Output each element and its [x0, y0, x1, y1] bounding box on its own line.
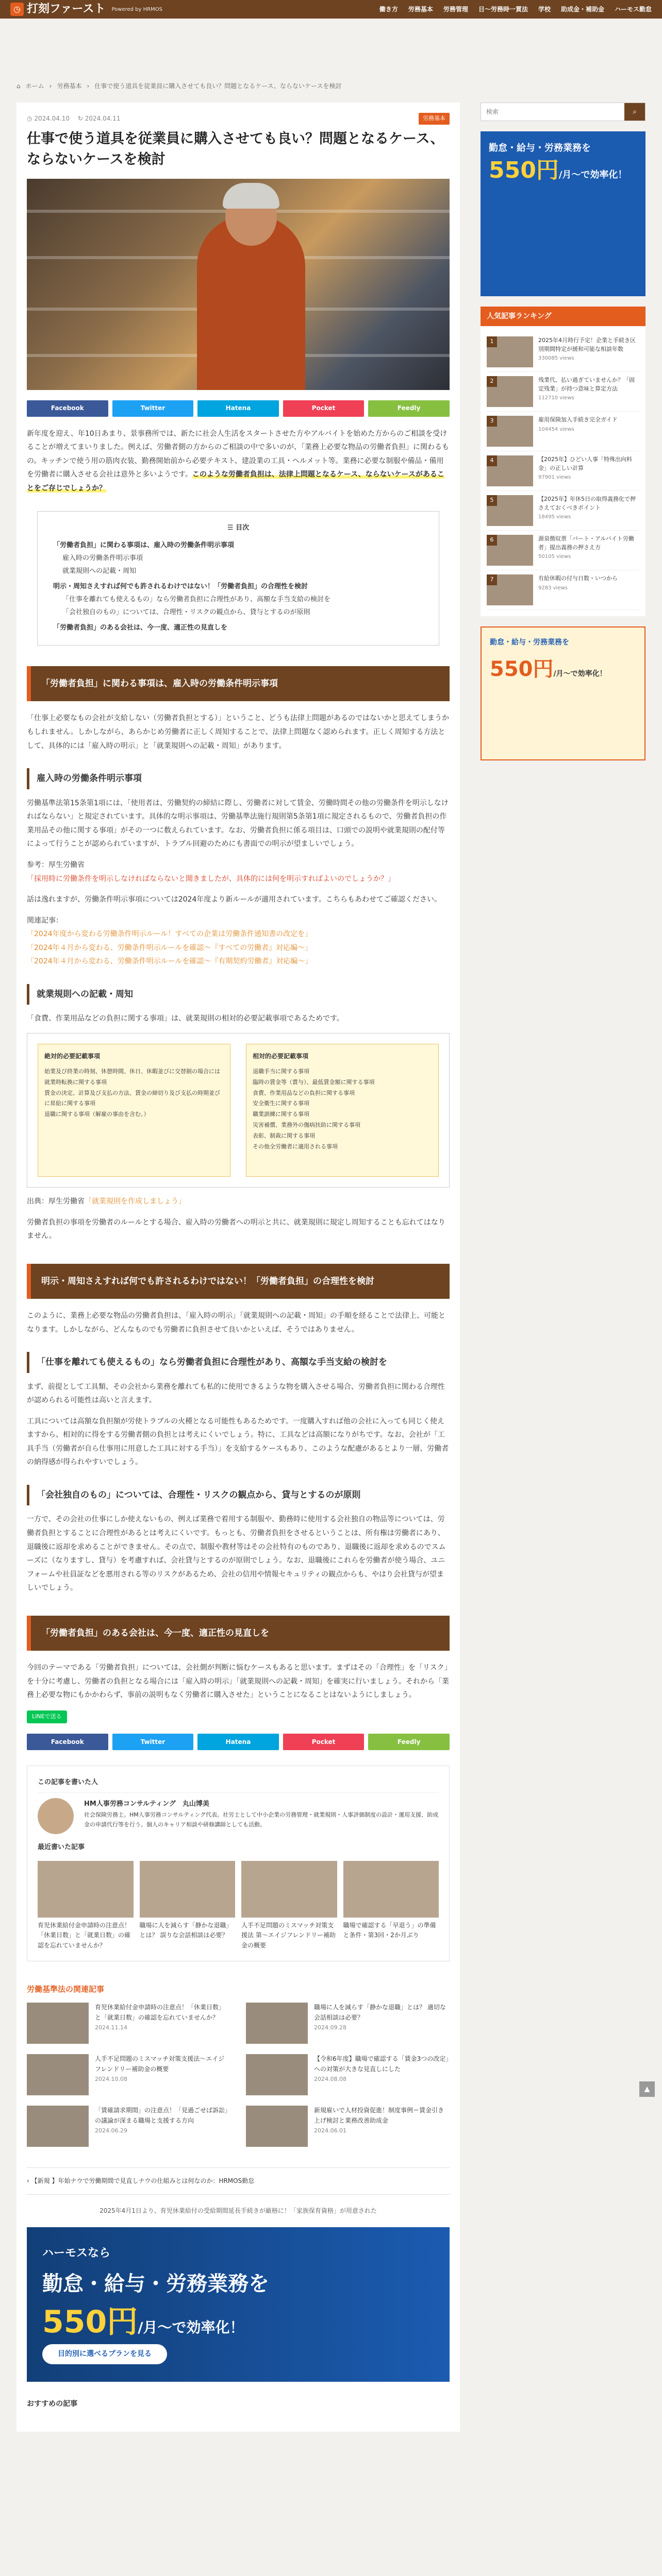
source-label: 出典：厚生労働省	[27, 1197, 85, 1206]
paragraph: 一方で、その会社の仕事にしか使えないもの、例えば業務で着用する制服や、勤務時に使用する会社独自の物品等については、労働者負担とすることに合理性があるとは考えにくいです。もっとも、労働者負担をさせるということは、所有権は労働者にあり、退職後に返却を求めることができません。その点で、制服や教材等はその会社特有のものであり、退職後に返却を求めるのでスムーズに（なりますし、貸与）を考慮すれば、会社貸与とするのが原則でしょう。なお、退職後にこれらを労働者が使う場合、ユニフォームや社員証などを悪用される等のリスクがあるため、会社の信用や情報セキュリティの観点からも、やはり会社貸与が望ましいでしょう。	[27, 1515, 446, 1592]
ref-link[interactable]: 「採用時に労働条件を明示しなければならないと聞きましたが、具体的には何を明示すればよいのでしょうか？」	[27, 874, 395, 883]
author-heading: この記事を書いた人	[38, 1776, 439, 1793]
thumbnail	[27, 2054, 89, 2095]
avatar	[38, 1798, 74, 1834]
paragraph: まず、前提として工具類、その会社から業務を離れても私的に使用できるような物を購入させる場合、労働者負担に関わる合理性が認められる可能性は高いと言えます。	[27, 1382, 445, 1405]
thumbnail	[246, 2106, 308, 2147]
ranking-heading: 人気記事ランキング	[481, 307, 646, 327]
related-link[interactable]: 「2024年度から変わる労働条件明示ルール！すべての企業は労働条件通知書の改定を」	[27, 930, 312, 939]
article	[16, 103, 460, 2432]
clock-icon: ◷	[27, 114, 32, 122]
recent-cards	[38, 1861, 439, 1951]
ranking-item[interactable]: 3 雇用保険加入手続き完全ガイド 104454 views	[487, 412, 639, 451]
hrmos-banner[interactable]	[27, 2227, 450, 2382]
recent-card[interactable]: 職場で確認する「早退う」の準備と条件・第3回・2か月ぶり	[343, 1861, 439, 1951]
thumbnail	[140, 1861, 236, 1918]
related-articles	[27, 1982, 450, 2147]
toc-item[interactable]: 明示・周知さえすれば何でも許されるわけではない！「労働者負担」の合理性を検討	[53, 583, 308, 591]
lead-highlight: このような労働者負担は、法律上問題となるケース、ならないケースがあることをご存じでしょうか？	[27, 470, 444, 493]
sidebar-ad[interactable]	[481, 131, 646, 296]
rules-figure	[27, 1033, 450, 1188]
post-pager	[27, 2167, 450, 2195]
thumbnail	[246, 2054, 308, 2095]
nav-item[interactable]: 労務管理	[443, 5, 468, 13]
nav-item[interactable]: 働き方	[379, 5, 398, 13]
published-date: 2024.04.10	[34, 114, 70, 122]
banner-cta-button[interactable]: 目的別に選べるプランを見る	[42, 2344, 167, 2364]
ref-label: 参考：厚生労働省	[27, 860, 85, 869]
nav-item[interactable]: 労務基本	[408, 5, 433, 13]
twitter-share-button[interactable]: Twitter	[112, 400, 194, 417]
hatena-share-button[interactable]: Hatena	[197, 400, 279, 417]
nav-item[interactable]: ハーモス勤怠	[614, 5, 652, 13]
toc-item[interactable]: 「労働者負担」のある会社は、今一度、適正性の見直しを	[53, 624, 228, 632]
list-icon: ☰	[227, 523, 234, 532]
nav-item[interactable]: 学校	[538, 5, 551, 13]
breadcrumb-category[interactable]: 労務基本	[57, 82, 82, 90]
global-nav	[379, 4, 652, 15]
ad-line: 勤怠・給与・労務業務を	[489, 142, 591, 154]
related-item[interactable]: 人手不足問題のミスマッチ対策支援法〜エイジフレンドリー補助金の概要 2024.10.08	[27, 2054, 230, 2095]
recent-card[interactable]: 育児休業給付金申請時の注意点！「休業日数」と「就業日数」の確認を忘れていませんか？	[38, 1861, 134, 1951]
article-title: 仕事で使う道具を従業員に購入させても良い？問題となるケース、ならないケースを検討	[27, 130, 444, 168]
banner-unit: /月〜で効率化！	[138, 2318, 244, 2336]
line-share-button[interactable]: LINEで送る	[27, 1710, 67, 1723]
paragraph: 話は逸れますが、労働条件明示事項については2024年度より新ルールが適用されています。こちらもあわせてご確認ください。	[27, 895, 441, 904]
related-item[interactable]: 【令和6年度】職場で確認する「賃金3つの改定」への対策が大きな見直しにした 2024.08.08	[246, 2054, 450, 2095]
ranking-item[interactable]: 5 【2025年】年休5日の取得義務化で押さえておくべきポイント 18495 views	[487, 491, 639, 531]
subsection-heading: 雇入時の労働条件明示事項	[27, 768, 450, 789]
lead-text: 新年度を迎え、年10日あまり、景事務所では、新たに社会人生活をスタートさせた方やアルバイトを始めた方からのご相談を受けることが増えてまいりました。例えば、労働者側の方からのご相談の中で多いのが、「業務上必要な物品の労働者負担」に関わるもの。キッチンで使う用の筋肉衣装、勤務開始前から必要テキスト、建設業の工具・ヘルメット等。業務に必要な制服や備品・備用を労働者に購入させる会社は意外と多いようです。	[27, 429, 449, 479]
banner-headline: 勤怠・給与・労務業務を	[42, 2272, 269, 2296]
related-item[interactable]: 新規雇いで人材投資促進！制度事例＝賃金引き上げ検討と業務改善助成金 2024.06.01	[246, 2106, 450, 2147]
facebook-share-button[interactable]: Facebook	[27, 1734, 108, 1750]
related-link[interactable]: 「2024年４月から変わる、労働条件明示ルールを確認〜『有期契約労働者』対応編〜」	[27, 957, 312, 966]
ranking-item[interactable]: 6 源泉徴収票「パート・アルバイト労働者」提出義務の押さえ方 50105 views	[487, 531, 639, 570]
updated-date: 2024.04.11	[85, 114, 121, 122]
announcement[interactable]: 2025年4月1日より、育児休業給付の受給期間延長手続きが厳格に！「家族保育資格」が用意された	[100, 2207, 377, 2215]
table-of-contents	[37, 511, 439, 646]
recent-card[interactable]: 職場に人を減らす「静かな退職」とは？ 誤りな会話相談は必要？	[140, 1861, 236, 1951]
clock-icon: ◷	[10, 3, 24, 16]
paragraph: 労働者負担の事項を労働者のルールとする場合、雇入時の労働者への明示と共に、就業規則に規定し周知することも忘れてはなりません。	[27, 1218, 445, 1241]
toc-item[interactable]: 就業規則への記載・周知	[62, 567, 137, 575]
site-logo[interactable]	[10, 0, 162, 20]
logo-text: 打刻ファースト	[27, 3, 106, 16]
pocket-share-button[interactable]: Pocket	[283, 1734, 365, 1750]
thumbnail	[27, 2106, 89, 2147]
ranking-item[interactable]: 1 2025年4月時行予定！企業と手続き区別期間特定が緩和可能な相談年数 330085 views	[487, 332, 639, 372]
scroll-top-button[interactable]: ▲	[639, 2081, 655, 2097]
thumbnail	[27, 2003, 89, 2044]
recent-card[interactable]: 人手不足問題のミスマッチ対策支援法 第〜エイジフレンドリー補助金の概要	[241, 1861, 337, 1951]
toc-title: ☰ 目次	[227, 523, 250, 532]
paragraph: 「仕事上必要なもの会社が支給しない（労働者負担とする）」ということ、どうも法律上問題があるのではないかと思えてしまうかもしれません。しかしながら、あらかじめ労働者に正しく周知することで、法律上問題なく認められます。正しく周知する方法として、具体的には「雇入時の明示」と「就業規則への記載・周知」があります。	[27, 714, 449, 750]
search-input[interactable]	[481, 103, 624, 121]
thumbnail	[343, 1861, 439, 1918]
hero-image	[27, 179, 450, 390]
sidebar	[481, 103, 646, 761]
section-heading: 「労働者負担」のある会社は、今一度、適正性の見直しを	[27, 1616, 450, 1651]
category-badge[interactable]: 労務基本	[419, 113, 450, 125]
ranking-item[interactable]: 2 残業代、払い過ぎていませんか？「固定残業」が持つ意味と算定方法 112710 views	[487, 372, 639, 412]
toc-item[interactable]: 「労働者負担」に関わる事項は、雇入時の労働条件明示事項	[53, 541, 235, 550]
sidebar-ad-2[interactable]: 勤怠・給与・労務業務を 550円/月〜で効率化！	[481, 626, 646, 760]
recommend-heading: おすすめの記事	[27, 2399, 78, 2408]
related-label: 関連記事：	[27, 916, 63, 925]
subsection-heading: 「会社独自のもの」については、合理性・リスクの観点から、貸与とするのが原則	[27, 1485, 450, 1505]
facebook-share-button[interactable]: Facebook	[27, 400, 108, 417]
pocket-share-button[interactable]: Pocket	[283, 400, 365, 417]
home-icon: ⌂	[16, 82, 21, 90]
breadcrumb-home[interactable]: ホーム	[25, 82, 44, 90]
refresh-icon: ↻	[77, 114, 83, 122]
nav-item[interactable]: 日〜労務時一貫法	[478, 5, 528, 13]
section-heading: 「労働者負担」に関わる事項は、雇入時の労働条件明示事項	[27, 666, 450, 701]
site-header	[0, 0, 662, 19]
banner-brand: ハーモスなら	[42, 2246, 111, 2260]
breadcrumb-current: 仕事で使う道具を従業員に購入させても良い？問題となるケース、ならないケースを検討	[94, 82, 342, 90]
absolute-items-box: 絶対的必要記載事項 始業及び終業の時刻、休憩時間、休日、休暇並びに交替制の場合には就業時転換に関する事項 賃金の決定、計算及び支払の方法、賃金の締切り及び支払の時期並びに昇給に関する事項 退職に関する事項（解雇の事由を含む。）	[38, 1044, 230, 1177]
relative-items-box: 相対的必要記載事項 退職手当に関する事項 臨時の賃金等（賞与）、最低賃金額に関する事項 食費、作業用品などの負担に関する事項 安全衛生に関する事項 職業訓練に関する事項 災害補償、業務外の傷病扶助に関する事項 表彰、制裁に関する事項 その他全労働者に適用される事項	[246, 1044, 439, 1177]
ranking-item[interactable]: 7 有給休暇の付与日数・いつから 9283 views	[487, 570, 639, 610]
author-bio: 社会保険労務士。HM人事労務コンサルティング代表。社労士として中小企業の労務管理・就業規則・人事評価制度の設計・運用支援、助成金の申請代行等を行う。個人のキャリア相談や研修講師としても活動。	[84, 1811, 439, 1828]
toc-item[interactable]: 「会社独自のもの」については、合理性・リスクの観点から、貸与とするのが原則	[62, 608, 310, 616]
banner-price: 550円	[42, 2303, 138, 2340]
ad-unit: /月〜で効率化！	[558, 169, 627, 180]
share-buttons	[27, 400, 450, 417]
thumbnail	[241, 1861, 337, 1918]
feedly-share-button[interactable]: Feedly	[368, 1734, 450, 1750]
paragraph: 今回のテーマである「労働者負担」については、会社側が判断に悩むケースもあると思います。まずはその「合理性」を「リスク」を十分に考慮し、労働者の負担となる場合には「雇入時の明示」「就業規則への記載・周知」を確実に行いましょう。それから「業務上必要な物にもかかわらず、事前の説明もなく労働者に購入させた」ということになることはないようにしましょう。	[27, 1664, 449, 1700]
toc-item[interactable]: 雇入時の労働条件明示事項	[62, 554, 143, 563]
thumbnail	[38, 1861, 134, 1918]
subsection-heading: 就業規則への記載・周知	[27, 984, 450, 1005]
ranking-item[interactable]: 4 【2025年】ひどい人事「特殊出向料金」の正しい計算 97901 views	[487, 451, 639, 491]
search-box	[481, 103, 646, 121]
hatena-share-button[interactable]: Hatena	[197, 1734, 279, 1750]
author-box	[27, 1766, 450, 1961]
related-link[interactable]: 「2024年４月から変わる、労働条件明示ルールを確認〜『すべての労働者』対応編〜」	[27, 943, 312, 952]
related-heading: 労働基準法の関連記事	[27, 1984, 105, 1994]
source-link[interactable]: 「就業規則を作成しましょう」	[85, 1197, 186, 1206]
author-name[interactable]: HM人事労務コンサルティング 丸山博美	[84, 1800, 209, 1808]
related-item[interactable]: 育児休業給付金申請時の注意点！「休業日数」と「就業日数」の確認を忘れていませんか？ 2024.11.14	[27, 2003, 230, 2044]
paragraph: 工具については高額な負担額が労使トラブルの火種となる可能性もあるためです。一度購入すれば他の会社に入っても同じく使えますから、相対的に得をする労働者側の負担とは考えにくいでしょう。特に、工具などは高額になりがちです。なお、会社が「工具手当（労働者が自ら仕事用に用意した工具に対する手当）」を支給するケースもあり、このような配慮があるとより一層、労働者の納得感が得られやすいでしょう。	[27, 1417, 449, 1467]
section-heading: 明示・周知さえすれば何でも許されるわけではない！「労働者負担」の合理性を検討	[27, 1264, 450, 1299]
feedly-share-button[interactable]: Feedly	[368, 400, 450, 417]
toc-item[interactable]: 「仕事を離れても使えるもの」なら労働者負担に合理性があり、高額な手当支給の検討を	[62, 596, 331, 604]
share-buttons-bottom	[27, 1734, 450, 1750]
paragraph: このように、業務上必要な物品の労働者負担は、「雇入時の明示」「就業規則への記載・周知」の手順を経ることで法律上、可能となります。しかしながら、どんなものでも労働者に負担させて良いかといえば、そうではありません。	[27, 1312, 445, 1334]
ad-price: 550円	[489, 157, 559, 183]
logo-sub: Powered by HRMOS	[111, 6, 162, 12]
recent-heading: 最近書いた記事	[38, 1843, 85, 1851]
ranking-list	[481, 326, 646, 616]
related-item[interactable]: 「賃確請求期間」の注意点！「見過ごせば訴訟」の議論が深まる職場と支援する方向 2024.06.29	[27, 2106, 230, 2147]
twitter-share-button[interactable]: Twitter	[112, 1734, 194, 1750]
paragraph: 労働基準法第15条第1項には、「使用者は、労働契約の締結に際し、労働者に対して賃金、労働時間その他の労働条件を明示しなければならない」と規定されています。具体的な明示事項は、労働基準法施行規則第5条第1項に規定されるもので、労働者負担の作業用品その他に関する事項」がその一つに数えられています。なお、労働者負担に係る項目は、口頭での説明や就業規則の配付等によって行うことが認められていますが、トラブル回避のためにも書面での明示が望ましいでしょう。	[27, 799, 449, 849]
subsection-heading: 「仕事を離れても使えるもの」なら労働者負担に合理性があり、高額な手当支給の検討を	[27, 1352, 450, 1372]
article-meta	[27, 113, 450, 125]
search-icon[interactable]: ⌕	[624, 103, 645, 121]
prev-post-link[interactable]: ‹ 【新規 】年始ナウで労働期間で見直しナウの仕組みとは何なのか：HRMOS勤怠	[27, 2177, 255, 2185]
paragraph: 「食費、作業用品などの負担に関する事項」は、就業規則の相対的必要記載事項であるためです。	[27, 1014, 344, 1023]
thumbnail	[246, 2003, 308, 2044]
breadcrumb: ⌂ ホーム › 労務基本 › 仕事で使う道具を従業員に購入させても良い？問題となるケース、ならないケースを検討	[16, 80, 646, 92]
related-item[interactable]: 職場に人を減らす「静かな退職」とは？ 適切な会話相談は必要？ 2024.09.28	[246, 2003, 450, 2044]
nav-item[interactable]: 助成金・補助金	[560, 5, 604, 13]
